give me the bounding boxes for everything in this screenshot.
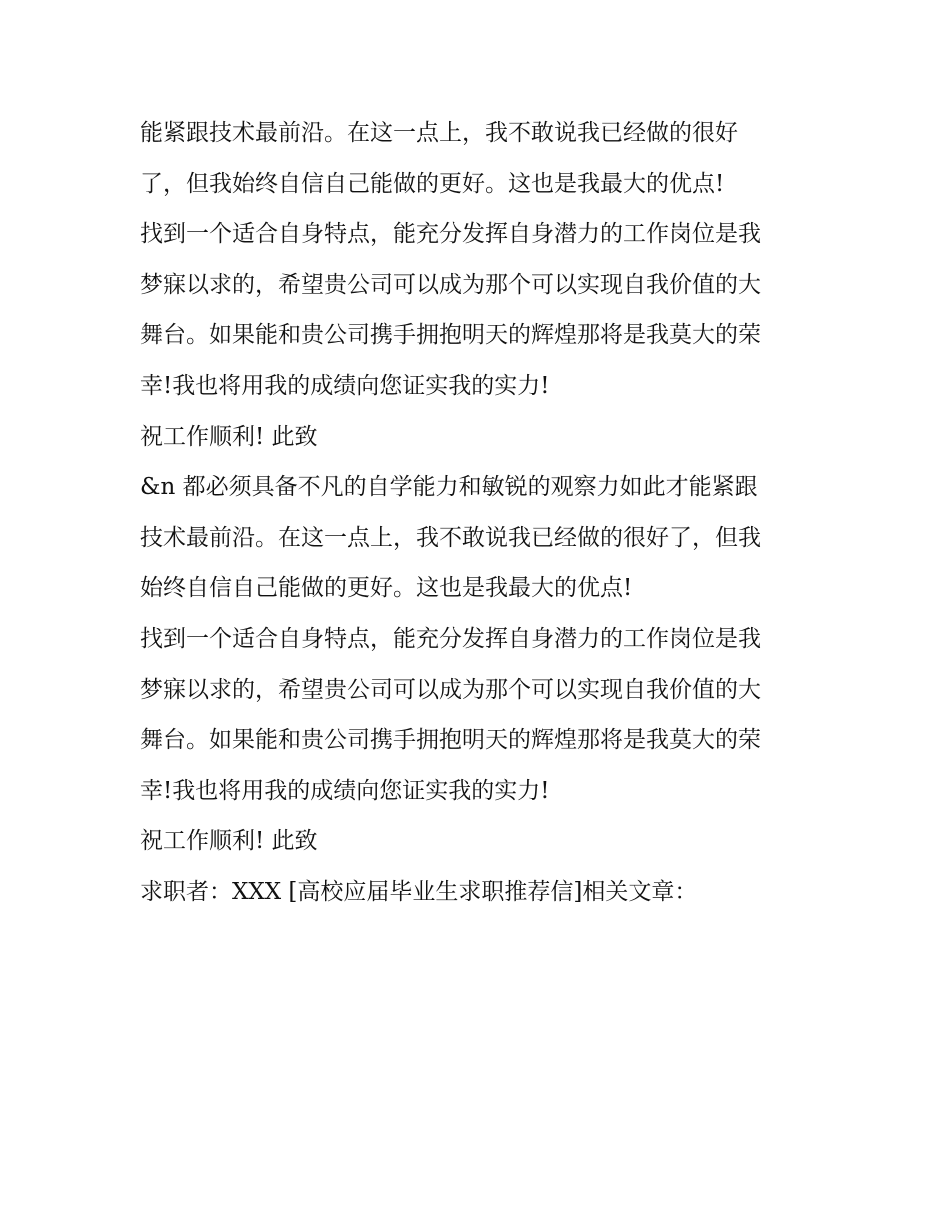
closing-line: 祝工作顺利! 此致: [140, 423, 318, 450]
text-line: 找到一个适合自身特点，能充分发挥自身潜力的工作岗位是我: [140, 221, 761, 248]
text-line: 梦寐以求的，希望贵公司可以成为那个可以实现自我价值的大: [140, 676, 761, 703]
document-body: [140, 108, 830, 918]
text-line: &n 都必须具备不凡的自学能力和敏锐的观察力如此才能紧跟: [140, 474, 758, 501]
text-line: 舞台。如果能和贵公司携手拥抱明天的辉煌那将是我莫大的荣: [140, 322, 761, 349]
text-line: 梦寐以求的，希望贵公司可以成为那个可以实现自我价值的大: [140, 271, 761, 298]
text-line: 了，但我始终自信自己能做的更好。这也是我最大的优点!: [140, 170, 725, 197]
text-line: 始终自信自己能做的更好。这也是我最大的优点!: [140, 575, 633, 602]
text-line: 幸!我也将用我的成绩向您证实我的实力!: [140, 372, 550, 399]
text-line: 技术最前沿。在这一点上，我不敢说我已经做的很好了，但我: [140, 524, 761, 551]
text-line: 幸!我也将用我的成绩向您证实我的实力!: [140, 777, 550, 804]
text-line: 能紧跟技术最前沿。在这一点上，我不敢说我已经做的很好: [140, 120, 738, 146]
text-line: 舞台。如果能和贵公司携手拥抱明天的辉煌那将是我莫大的荣: [140, 727, 761, 754]
closing-line: 祝工作顺利! 此致: [140, 828, 318, 855]
signature-line: 求职者：XXX [高校应届毕业生求职推荐信]相关文章：: [140, 878, 698, 905]
text-line: 找到一个适合自身特点，能充分发挥自身潜力的工作岗位是我: [140, 625, 761, 652]
